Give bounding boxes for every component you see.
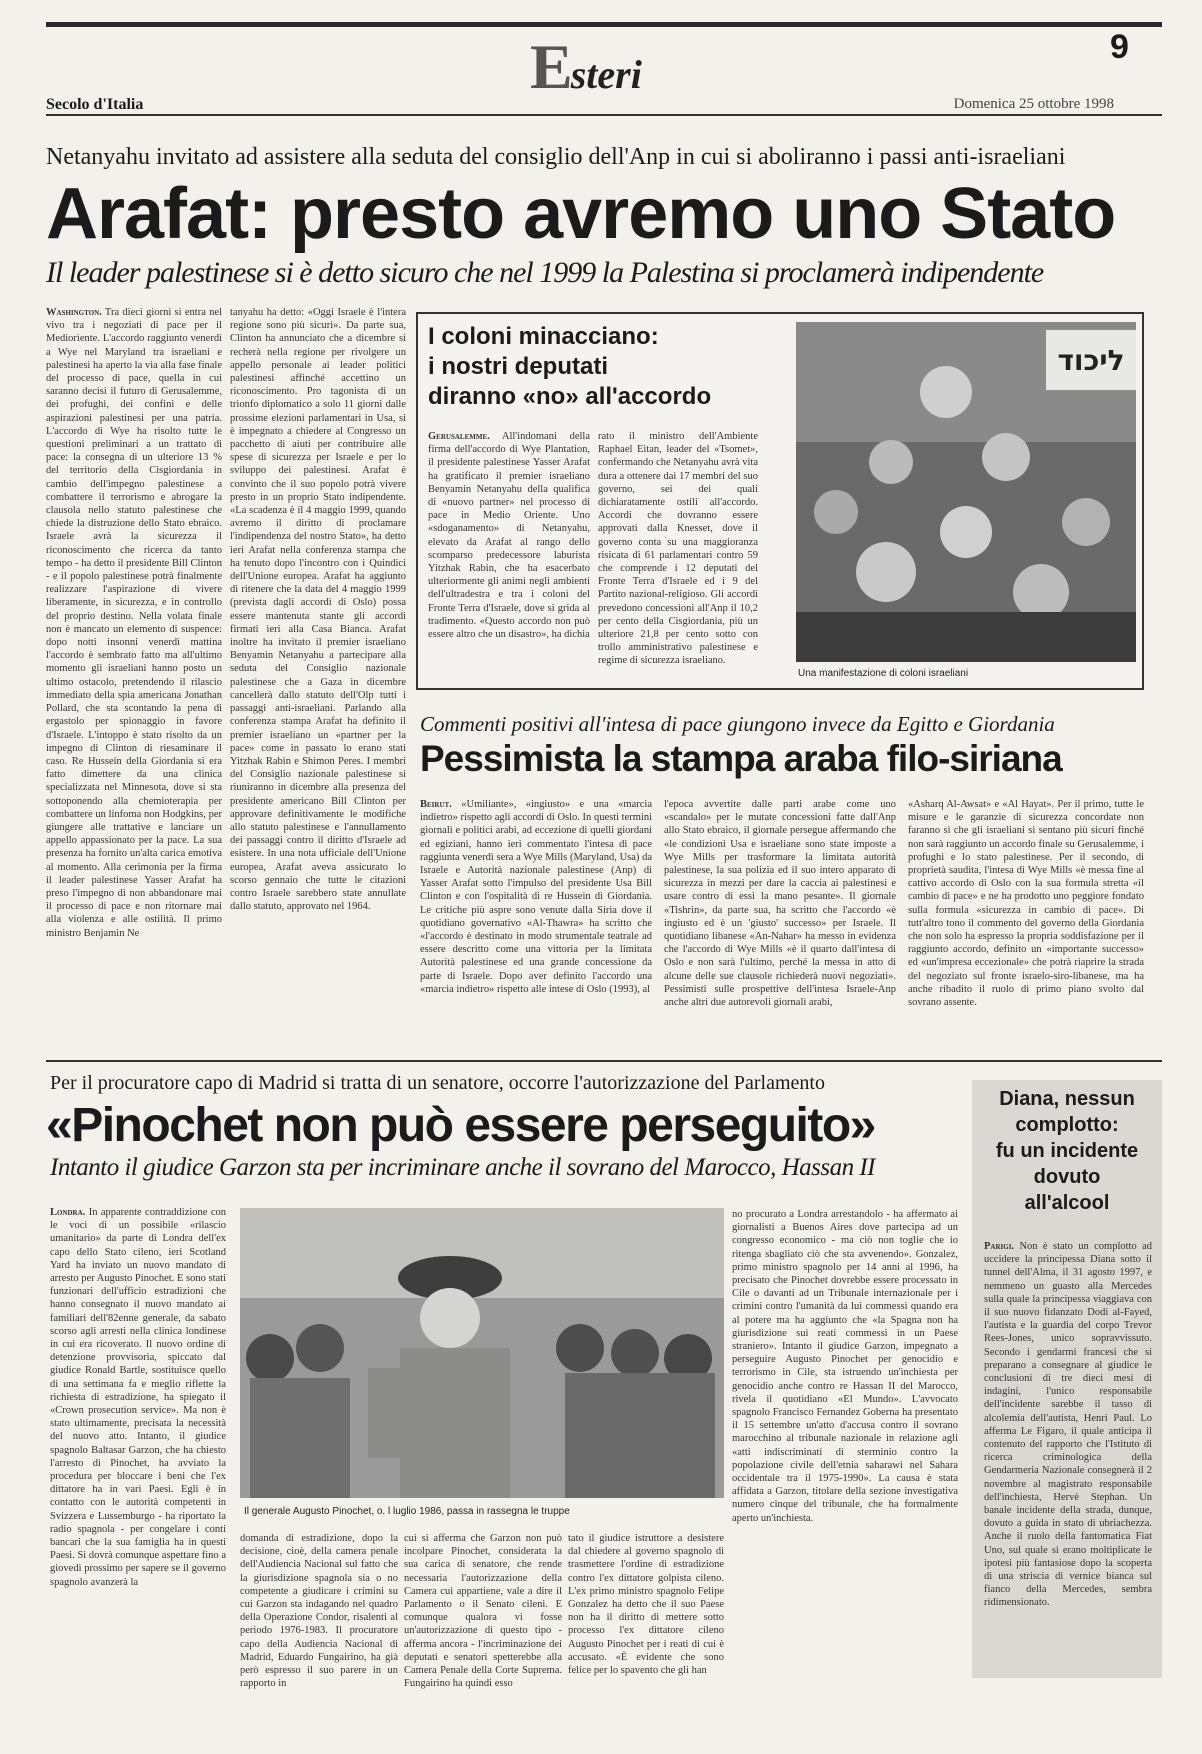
coloni-col2-text: rato il ministro dell'Ambiente Raphael Eitan, leader del «Tsomet», confermando che Netanyahu avrà vita dura a ottenere dai 17 membri del suo governo, sei dei quali dichiaratamente ostili all'accordo. Accordi che dovranno essere approvati dalla Knesset, dove il governo conta su una maggioranza risicata di 61 parlamentari contro 59 che comprende i 12 deputati del Fronte Terra d'Israele ed i 9 del Partito nazional-religioso. Gli accordi prevedono concessioni all'Anp il 10,2 per cento della Cisgiordania, più un ulteriore 21,8 per cento sotto con trollo amministrativo palestinese e regime di sicurezza israeliano. xyxy=(598,431,758,667)
arab-col3-text: «Asharq Al-Awsat» e «Al Hayat». Per il primo, tutte le misure e le garanzie di sicurezza concordate non faranno sì che gli israeliani si sentano più sicuri finché non sarà raggiunto un accordo finale su Gerusalemme, i profughi e lo stato palestinese. Per il secondo, di proprietà saudita, l'intesa di Wye Mills «è messa fine al cattivo accordo di Oslo con la sua formula stretta «il cambio di pace» e ne ha prodotto uno peggiore fondato sulla formula «sicurezza in cambio di pace». Di tutt'altro tono il commento del governo della Giordania che non solo ha espresso la propria soddisfazione per il raggiunto accordo, definito un «importante successo» ed «un'impresa eccezionale» che potrà riaprire la strada del negoziato sul fronte israelo-siro-libanese, ma ha anche ribadito il ruolo di primo piano svolto dal sovrano assente. xyxy=(908,799,1144,1009)
pinochet-col1-text: In apparente contraddizione con le voci di un possibile «rilascio umanitario» da parte di Londra dell'ex capo dello Stato cileno, ieri Scotland Yard ha inviato un nuovo mandato di arresto per Augusto Pinochet. E sono stati funzionari dell'ufficio estradizioni che hanno consegnato il nuovo mandato ai familiari dell'82enne generale, da sabato scorso agli arresti nella clinica londinese in cui era ricoverato. Il nuovo ordine di detenzione provvisoria, spiccato dal giudice Ronald Bartle, sostituisce quello di una settimana fa e meglio riflette la richiesta di estradizione, ha spiegato il «Crown prosecution service». Ma non è stato ultimamente, precisata la necessità del nuovo atto. Intanto, il giudice spagnolo Baltasar Garzon, che ha chiesto l'arresto di Pinochet, ha avviato la procedura per bloccare i beni che l'ex dittatore ha in vari Paesi. Egli è in contatto con le autorità competenti in Svizzera e Lussemburgo - ha riportato la radio spagnola - per congelare i conti bancari che la sua famiglia ha in questi Paesi. Si dovrà comunque aspettare fino a giovedì prossimo per sapere se il governo spagnolo avanzerà la xyxy=(50,1207,226,1588)
arab-column-1 xyxy=(420,798,652,1044)
arab-column-3 xyxy=(908,798,1144,1044)
pinochet-column-5 xyxy=(732,1208,958,1712)
lead-dateline: Washington. xyxy=(46,307,102,318)
pinochet-subhead: Intanto il giudice Garzon sta per incriminare anche il sovrano del Marocco, Hassan II xyxy=(50,1154,875,1181)
coloni-title-line: I coloni minacciano: xyxy=(428,323,659,350)
issue-date: Domenica 25 ottobre 1998 xyxy=(953,96,1114,112)
diana-box xyxy=(972,1080,1162,1678)
page-number: 9 xyxy=(1110,28,1129,66)
section-initial: E xyxy=(530,31,571,102)
section-divider xyxy=(46,1060,1162,1062)
coloni-box xyxy=(416,312,1144,690)
masthead-rule xyxy=(46,114,1162,116)
lead-column-1 xyxy=(46,306,222,1046)
coloni-photo xyxy=(796,322,1136,662)
coloni-column-2 xyxy=(598,430,758,680)
lead-headline: Arafat: presto avremo uno Stato xyxy=(46,174,1116,254)
arab-col2-text: l'epoca avvertite dalle parti arabe come uno «scandalo» per le mutate concessioni fatte dall'Anp allo Stato ebraico, il giornale persegue affermando che «le condizioni Usa e israeliane sono state imposte a Wye Mills per trasformare la limitata autorità palestinese, la sua polizia ed il suo intero apparato di sicurezza in mezzi per dare la caccia ai palestinesi e usare contro di essi la mano pesante». Il giornale «Tishrin», da parte sua, ha scritto che l'accordo «è ingiusto ed è un 'giusto' successo» per Israele. Il quotidiano libanese «An-Nahar» ha messo in evidenza che l'accordo di Wye Mills «è il quarto dall'intesa di Oslo e non sarà l'ultimo, perché la messa in atto di alcune delle sue clausole richiederà nuovi negoziati». Pessimisti sulle prospettive dell'intesa Israele-Anp anche altri due autorevoli giornali arabi, xyxy=(664,799,896,1009)
diana-body-text: Non è stato un complotto ad uccidere la principessa Diana sotto il tunnel dell'Alma, il 31 agosto 1997, e nemmeno un guasto alla Mercedes sulla quale la principessa viaggiava con il suo nuovo fidanzato Dodi al-Fayed, l'autista e la guardia del corpo Trevor Rees-Jones, unico sopravvissuto. Secondo i gendarmi francesi che si preparano a consegnare al giudice le conclusioni di tre dieci mesi di indagini, l'unico responsabile dell'incidente sarebbe il tasso di alcolemia dell'autista, Henri Paul. Lo afferma Le Figaro, il quale anticipa il contenuto del rapporto che l'Istituto di ricerca criminologica della Gendarmeria Nazionale consegnerà il 2 novembre al magistrato responsabile dell'inchiesta, Hervè Stephan. Un banale incidente della strada, dunque, dovuto a guida in stato di ubriachezza. Anche il ruolo della fantomatica Fiat Uno, sul quale si erano moltiplicate le ipotesi più fantasiose dopo la scoperta di una striscia di vernice bianca sul fianco della Mercedes, sembra ridimensionato. xyxy=(984,1241,1152,1609)
coloni-column-1 xyxy=(428,430,590,680)
diana-title xyxy=(972,1086,1162,1216)
pinochet-column-3 xyxy=(404,1532,562,1712)
arab-col1-text: «Umiliante», «ingiusto» e una «marcia indietro» rispetto agli accordi di Oslo. In questi termini giornali e politici arabi, ad eccezione di quelli giordani ed egiziani, hanno ieri commentato l'intesa di pace raggiunta venerdì sera a Wye Mills (Maryland, Usa) da Israele e Autorità nazionale palestinese (Anp) di Yasser Arafat sotto l'impulso del presidente Usa Bill Clinton e con l'ospitalità di re Hussein di Giordania. Le critiche più aspre sono venute dalla Siria dove il quotidiano governativo «Al-Thawra» ha scritto che «l'accordo è destinato in modo strumentale teatrale ad essere descritto come una vittoria per la limitata Autorità palestinese ed una grande concessione da parte di Israele. Dopo aver definito l'accordo una «marcia indietro» rispetto alle intese di Oslo (1993), al xyxy=(420,799,652,995)
arab-headline: Pessimista la stampa araba filo-siriana xyxy=(420,738,1062,779)
protest-sign-text: ליכוד xyxy=(1057,344,1125,377)
lead-subhead: Il leader palestinese si è detto sicuro che nel 1999 la Palestina si proclamerà indipendente xyxy=(46,256,1044,289)
coloni-title xyxy=(428,322,758,412)
lead-kicker: Netanyahu invitato ad assistere alla seduta del consiglio dell'Anp in cui si aboliranno i passi anti-israeliani xyxy=(46,144,1066,170)
diana-column xyxy=(984,1240,1152,1670)
pinochet-column-1 xyxy=(50,1206,226,1706)
pinochet-col4-text: tato il giudice istruttore a desistere dal chiedere al governo spagnolo di trasmettere l'ordine di estradizione contro l'ex dittatore golpista cileno. L'ex primo ministro spagnolo Felipe Gonzalez ha detto che il suo Paese non ha il diritto di mettere sotto processo l'ex dittatore cileno Augusto Pinochet per i reati di cui è accusato. «È evidente che sono felice per lo spavento che gli han xyxy=(568,1533,724,1677)
pinochet-col3-text: cui si afferma che Garzon non può incolpare Pinochet, considerata la sua carica di senatore, che rende necessaria l'autorizzazione della Camera cui appartiene, vale a dire il Parlamento o il Senato cileni. E comunque qualora vi fosse un'autorizzazione di questo tipo - afferma ancora - l'incriminazione dei deputati e senatori spetterebbe alla Camera Penale della Corte Suprema. Fungairino ha quindi esso xyxy=(404,1533,562,1690)
pinochet-col5-text: no procurato a Londra arrestandolo - ha affermato ai giornalisti a Buenos Aires dove partecipa ad un congresso economico - ma ciò non toglie che io ritenga sbagliato ciò che sta avvenendo». Gonzalez, primo ministro spagnolo per 14 anni al 1996, ha precisato che Pinochet dovrebbe essere processato in Cile o davanti ad un Tribunale internazionale per i crimini contro l'umanità da lui commessi quando era al potere ma ha aggiunto che «la Spagna non ha giurisdizione sui reati commessi in un Paese straniero». Intanto il giudice Garzon, impegnato a perseguire Augusto Pinochet per genocidio e terrorismo in Cile, sta istruendo un'inchiesta per genocidio anche contro re Hassan II del Marocco, rivela il quotidiano «El Mundo». L'avvocato spagnolo Francisco Fernandez Goberna ha presentato il 15 settembre un'atto d'accusa contro il sovrano marocchino al tribunale nazionale in relazione agli «atti indiscriminati di sterminio contro la popolazione civile dell'etnia saharawi nel Sahara occidentale tra il 1975-1990». La causa è stata affidata a Garzon, titolare della sezione investigativa numero cinque del tribunale, che ha formalmente aperto un'inchiesta. xyxy=(732,1209,958,1524)
top-rule xyxy=(46,22,1162,27)
diana-title-line: all'alcool xyxy=(1024,1192,1110,1214)
pinochet-dateline: Londra. xyxy=(50,1207,86,1218)
coloni-photo-caption: Una manifestazione di coloni israeliani xyxy=(798,668,969,679)
coloni-dateline: Gerusalemme. xyxy=(428,431,490,442)
arab-column-2 xyxy=(664,798,896,1044)
section-rest: steri xyxy=(570,52,642,97)
lead-col1-text: Tra dieci giorni si entra nel vivo tra i negoziati di pace per il Medioriente. L'accordo raggiunto venerdì a Wye nel Maryland tra israeliani e palestinesi ha aperto la via alla fase finale del processo di pace, quella in cui saranno decisi il futuro di Gerusalemme, dei profughi, dei confini e delle aspirazioni palestinesi per una patria. L'accordo di Wye ha risolto tutte le questioni preliminari a un trattato di pace: la consegna di un ulteriore 13 % del territorio della Cisgiordania in cambio dell'impegno palestinese a combattere il terrorismo e abrogare la clausola nello statuto palestinese che chiede la distruzione dello Stato ebraico. Israele avrà la sicurezza il riconoscimento che ricerca da tanto tempo - ha detto il presidente Bill Clinton - e il popolo palestinese potrà finalmente realizzare l'aspirazione di vivere liberamente, in sicurezza, e in controllo del proprio destino. Nella volata finale non è mancato un elemento di suspence: dopo notti insonni venerdì mattina l'accordo è sembrato fatto ma all'ultimo momento gli israeliani hanno posto un ultimo ostacolo, pretendendo il rilascio immediato della spia americana Jonathan Pollard, che sta scontando la pena di ergastolo per spionaggio in favore d'Israele. L'intoppo è stato risolto da un impegno di Clinton di riesaminare il caso. Re Hussein della Giordania si era fatto dimettere da una clinica specializzata nel Minnesota, dove si sta sottoponendo alla chemioterapia per combattere un linfoma non Hodgkins, per giungere alle trattative e lanciare un appello appassionato per la pace. La sua presenza ha fornito un'alta carica emotiva al momento. Alla cerimonia per la firma il leader palestinese Yasser Arafat ha preso l'impegno di non abbandonare mai il processo di pace e non ritornare mai alla violenza e alle ostilità. Il primo ministro Benjamin Ne xyxy=(46,307,222,939)
pinochet-column-4 xyxy=(568,1532,724,1712)
arab-kicker: Commenti positivi all'intesa di pace giungono invece da Egitto e Giordania xyxy=(420,712,1055,736)
diana-dateline: Parigi. xyxy=(984,1241,1015,1252)
pinochet-kicker: Per il procuratore capo di Madrid si tratta di un senatore, occorre l'autorizzazione del Parlamento xyxy=(50,1072,825,1094)
coloni-col1-text: All'indomani della firma dell'accordo di Wye Plantation, il presidente palestinese Yasser Arafat ha gratificato il premier israeliano Benyamin Netanyahu della qualifica di «nuovo partner» nel processo di pace in Medio Oriente. Uno «sdoganamento» di Netanyahu, elevato da Arafat al rango dello scomparso predecessore laburista Yitzhak Rabin, che ha esacerbato ulteriormente gli animi negli ambienti dell'ultradestra e tra i coloni del Fronte Terra d'Israele, dove si grida al tradimento. «Questo accordo non può essere altro che un disastro», ha dichia xyxy=(428,431,590,641)
diana-title-line: Diana, nessun xyxy=(999,1088,1135,1110)
lead-column-2 xyxy=(230,306,406,1046)
pinochet-column-2 xyxy=(240,1532,398,1712)
pinochet-col2-text: domanda di estradizione, dopo la decisione, cioè, della camera penale dell'Audiencia Nacional sul fatto che la giurisdizione spagnola sia o no competente a giudicare i crimini su cui Garzon sta indagando nel quadro della Operazione Condor, risalenti al periodo 1976-1983. Il procuratore capo della Audiencia Nacional di Madrid, Eduardo Fungairino, ha già però espresso il suo parere in un rapporto in xyxy=(240,1533,398,1690)
diana-title-line: fu un incidente xyxy=(995,1140,1139,1162)
lead-col2-text: tanyahu ha detto: «Oggi Israele è l'intera regione sono più sicuri». Da parte sua, Clinton ha annunciato che a dicembre si recherà nella regione per rivolgere un appello personale ai leader politici palestinesi affinché accettino un riconoscimento. Pro tagonista di un trionfo diplomatico a solo 11 giorni dalle prossime elezioni parlamentari in Usa, si è impegnato a chiedere al Congresso un pacchetto di aiuti per contribuire alle spese di sicurezza per Israele e per lo sviluppo dei palestinesi. Arafat è convinto che il suo popolo potrà vivere presto in un proprio Stato indipendente. «La scadenza è il 4 maggio 1999, quando avremo il diritto di proclamare l'indipendenza del nostro Stato», ha detto ieri Arafat nella conferenza stampa che ha tenuto dopo l'incontro con i Quindici dell'Unione europea. Arafat ha aggiunto di ritenere che la data del 4 maggio 1999 (prevista dagli accordi di Oslo) possa essere mantenuta stante gli accordi firmati ieri alla Casa Bianca. Arafat inoltre ha invitato il premier israeliano Benyamin Netanyahu a partecipare alla seduta del Consiglio nazionale palestinese che a Gaza in dicembre cancellerà dallo statuto dell'Olp tutti i passaggi anti-israeliani. Parlando alla conferenza stampa Arafat ha definito il premier israeliano un «partner per la pace» come in passato lo erano stati Yitzhak Rabin e Shimon Peres. I membri del Consiglio nazionale palestinese si riuniranno in dicembre alla presenza del presidente americano Bill Clinton per approvare definitivamente le modifiche allo statuto palestinese e l'annullamento dei passaggi contro il diritto d'Israele ad esistere. In una nota ufficiale dell'Unione europea, Arafat aveva assicurato lo scorso gennaio che tutte le citazioni contro Israele sarebbero state annullate dallo statuto, approvato nel 1964. xyxy=(230,307,406,913)
crowd-illustration xyxy=(796,322,1136,662)
pinochet-photo xyxy=(240,1208,724,1498)
diana-title-line: dovuto xyxy=(1033,1166,1101,1188)
troops-illustration xyxy=(240,1208,724,1498)
section-title xyxy=(530,30,642,104)
pinochet-headline: «Pinochet non può essere perseguito» xyxy=(46,1099,875,1152)
arab-dateline: Beirut. xyxy=(420,799,452,810)
paper-name: Secolo d'Italia xyxy=(46,96,144,113)
coloni-title-line: i nostri deputati xyxy=(428,353,608,380)
diana-title-line: complotto: xyxy=(1015,1114,1119,1136)
pinochet-photo-caption: Il generale Augusto Pinochet, o. l luglio 1986, passa in rassegna le truppe xyxy=(244,1506,570,1517)
coloni-title-line: diranno «no» all'accordo xyxy=(428,383,712,410)
